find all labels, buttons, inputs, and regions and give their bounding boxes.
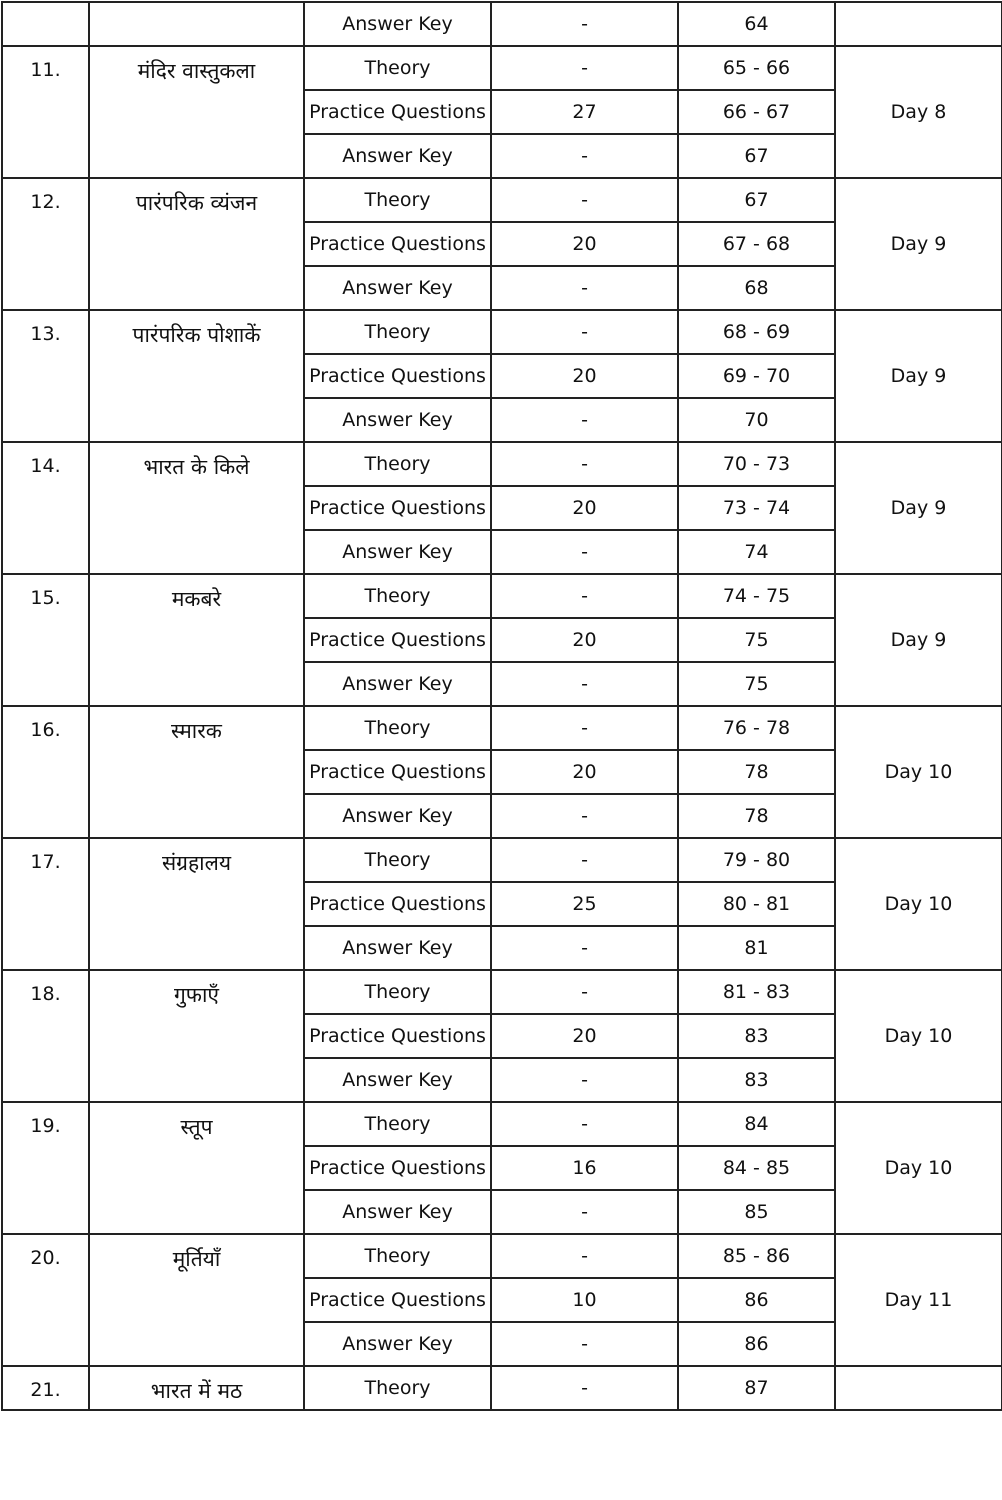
section-type-cell: Theory [304, 442, 491, 486]
day-cell: Day 9 [835, 574, 1002, 706]
day-cell: Day 9 [835, 442, 1002, 574]
section-type-cell: Answer Key [304, 398, 491, 442]
serial-number: 21. [2, 1366, 89, 1410]
page-range-cell: 85 [678, 1190, 835, 1234]
section-type-cell: Theory [304, 706, 491, 750]
section-type-cell: Theory [304, 970, 491, 1014]
section-type-cell: Theory [304, 46, 491, 90]
chapter-topic: पारंपरिक व्यंजन [89, 178, 304, 310]
question-count-cell: - [491, 838, 678, 882]
study-schedule-table [1, 1, 1002, 1411]
page-range-cell: 87 [678, 1366, 835, 1410]
page-range-cell: 81 - 83 [678, 970, 835, 1014]
question-count-cell: - [491, 662, 678, 706]
question-count-cell: - [491, 46, 678, 90]
page-range-cell: 75 [678, 618, 835, 662]
question-count-cell: - [491, 530, 678, 574]
serial-cell [2, 2, 89, 46]
serial-number: 16. [2, 706, 89, 838]
question-count-cell: - [491, 926, 678, 970]
section-type-cell: Practice Questions [304, 882, 491, 926]
page-range-cell: 66 - 67 [678, 90, 835, 134]
serial-number: 19. [2, 1102, 89, 1234]
table-row [2, 178, 1002, 222]
question-count-cell: - [491, 1234, 678, 1278]
section-type-cell: Answer Key [304, 266, 491, 310]
question-count-cell: - [491, 970, 678, 1014]
section-type-cell: Answer Key [304, 530, 491, 574]
question-count-cell: 16 [491, 1146, 678, 1190]
serial-number: 17. [2, 838, 89, 970]
section-type-cell: Theory [304, 1366, 491, 1410]
section-type-cell: Practice Questions [304, 618, 491, 662]
section-type-cell: Theory [304, 574, 491, 618]
table-row [2, 1366, 1002, 1410]
question-count-cell: - [491, 2, 678, 46]
chapter-topic: संग्रहालय [89, 838, 304, 970]
day-cell: Day 10 [835, 838, 1002, 970]
table-row [2, 970, 1002, 1014]
table-row [2, 1102, 1002, 1146]
table-row [2, 442, 1002, 486]
page-range-cell: 78 [678, 794, 835, 838]
day-cell: Day 10 [835, 1102, 1002, 1234]
serial-number: 11. [2, 46, 89, 178]
question-count-cell: - [491, 574, 678, 618]
section-type-cell: Theory [304, 1102, 491, 1146]
section-type-cell: Practice Questions [304, 1014, 491, 1058]
page-range-cell: 86 [678, 1322, 835, 1366]
section-type-cell: Theory [304, 838, 491, 882]
section-type-cell: Practice Questions [304, 90, 491, 134]
section-type-cell: Practice Questions [304, 486, 491, 530]
serial-number: 20. [2, 1234, 89, 1366]
page-range-cell: 70 - 73 [678, 442, 835, 486]
chapter-topic: मकबरे [89, 574, 304, 706]
question-count-cell: 20 [491, 354, 678, 398]
chapter-topic: भारत के किले [89, 442, 304, 574]
page-range-cell: 75 [678, 662, 835, 706]
page-range-cell: 69 - 70 [678, 354, 835, 398]
page-range-cell: 80 - 81 [678, 882, 835, 926]
page-range-cell: 86 [678, 1278, 835, 1322]
page-range-cell: 74 - 75 [678, 574, 835, 618]
table-row [2, 46, 1002, 90]
section-type-cell: Answer Key [304, 794, 491, 838]
day-cell: Day 8 [835, 46, 1002, 178]
table-row [2, 310, 1002, 354]
question-count-cell: - [491, 178, 678, 222]
day-cell [835, 1366, 1002, 1410]
page-range-cell: 85 - 86 [678, 1234, 835, 1278]
chapter-topic: भारत में मठ [89, 1366, 304, 1410]
day-cell: Day 10 [835, 970, 1002, 1102]
serial-number: 13. [2, 310, 89, 442]
section-type-cell: Theory [304, 310, 491, 354]
question-count-cell: 20 [491, 486, 678, 530]
section-type-cell: Practice Questions [304, 1278, 491, 1322]
page-range-cell: 67 [678, 178, 835, 222]
section-type-cell: Practice Questions [304, 750, 491, 794]
question-count-cell: - [491, 310, 678, 354]
table-body [2, 2, 1002, 1410]
page-range-cell: 68 [678, 266, 835, 310]
page-range-cell: 78 [678, 750, 835, 794]
serial-number: 18. [2, 970, 89, 1102]
section-type-cell: Answer Key [304, 134, 491, 178]
section-type-cell: Practice Questions [304, 354, 491, 398]
chapter-topic: मंदिर वास्तुकला [89, 46, 304, 178]
section-type-cell: Theory [304, 178, 491, 222]
question-count-cell: - [491, 706, 678, 750]
section-type-cell: Theory [304, 1234, 491, 1278]
question-count-cell: - [491, 1322, 678, 1366]
question-count-cell: 20 [491, 750, 678, 794]
topic-cell [89, 2, 304, 46]
section-type-cell: Practice Questions [304, 222, 491, 266]
chapter-topic: स्मारक [89, 706, 304, 838]
day-cell: Day 10 [835, 706, 1002, 838]
question-count-cell: - [491, 1058, 678, 1102]
page-range-cell: 70 [678, 398, 835, 442]
page-range-cell: 83 [678, 1014, 835, 1058]
page-range-cell: 64 [678, 2, 835, 46]
question-count-cell: 20 [491, 618, 678, 662]
section-type-cell: Answer Key [304, 1322, 491, 1366]
question-count-cell: - [491, 398, 678, 442]
day-cell: Day 9 [835, 178, 1002, 310]
serial-number: 14. [2, 442, 89, 574]
table-row [2, 838, 1002, 882]
page-range-cell: 74 [678, 530, 835, 574]
chapter-topic: स्तूप [89, 1102, 304, 1234]
serial-number: 15. [2, 574, 89, 706]
page-range-cell: 68 - 69 [678, 310, 835, 354]
section-type-cell: Answer Key [304, 1190, 491, 1234]
page-range-cell: 83 [678, 1058, 835, 1102]
section-type-cell: Answer Key [304, 2, 491, 46]
question-count-cell: 10 [491, 1278, 678, 1322]
day-cell: Day 11 [835, 1234, 1002, 1366]
question-count-cell: 27 [491, 90, 678, 134]
question-count-cell: 25 [491, 882, 678, 926]
day-cell: Day 9 [835, 310, 1002, 442]
table-row [2, 706, 1002, 750]
question-count-cell: - [491, 134, 678, 178]
page-range-cell: 65 - 66 [678, 46, 835, 90]
page-range-cell: 67 - 68 [678, 222, 835, 266]
section-type-cell: Answer Key [304, 926, 491, 970]
question-count-cell: - [491, 266, 678, 310]
day-cell [835, 2, 1002, 46]
page-range-cell: 81 [678, 926, 835, 970]
table-row [2, 574, 1002, 618]
page-range-cell: 76 - 78 [678, 706, 835, 750]
table-row [2, 2, 1002, 46]
chapter-topic: पारंपरिक पोशाकें [89, 310, 304, 442]
page-range-cell: 73 - 74 [678, 486, 835, 530]
page-range-cell: 79 - 80 [678, 838, 835, 882]
chapter-topic: गुफाएँ [89, 970, 304, 1102]
page-range-cell: 67 [678, 134, 835, 178]
table-row [2, 1234, 1002, 1278]
section-type-cell: Practice Questions [304, 1146, 491, 1190]
section-type-cell: Answer Key [304, 662, 491, 706]
question-count-cell: - [491, 1102, 678, 1146]
question-count-cell: 20 [491, 222, 678, 266]
question-count-cell: - [491, 794, 678, 838]
question-count-cell: 20 [491, 1014, 678, 1058]
chapter-topic: मूर्तियाँ [89, 1234, 304, 1366]
section-type-cell: Answer Key [304, 1058, 491, 1102]
serial-number: 12. [2, 178, 89, 310]
page-range-cell: 84 - 85 [678, 1146, 835, 1190]
page-range-cell: 84 [678, 1102, 835, 1146]
question-count-cell: - [491, 1366, 678, 1410]
question-count-cell: - [491, 442, 678, 486]
question-count-cell: - [491, 1190, 678, 1234]
